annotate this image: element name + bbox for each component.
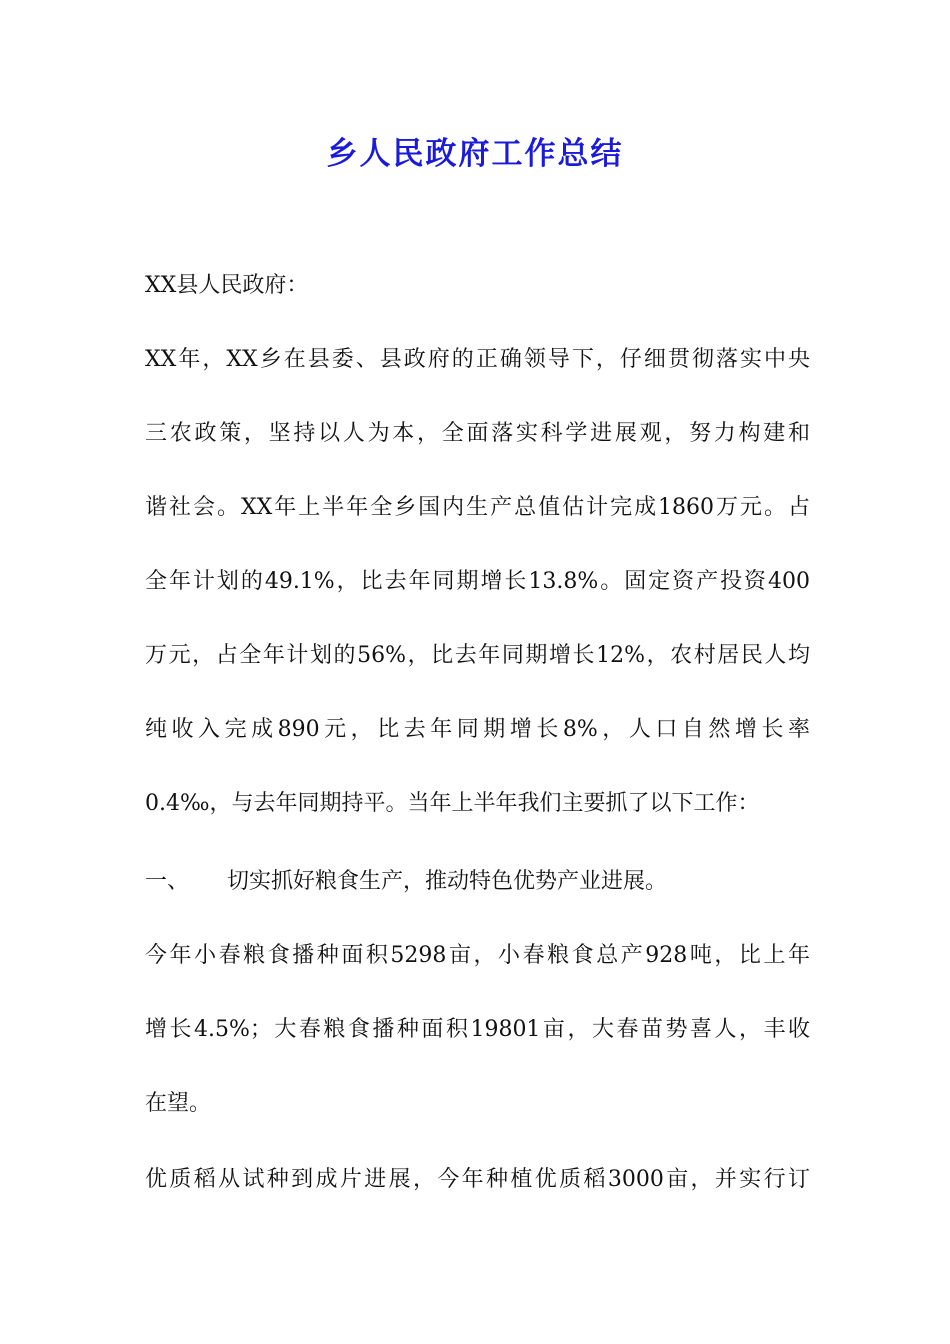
salutation: XX县人民政府： [145, 273, 309, 298]
section-number: 一、 [145, 869, 190, 894]
paragraph-line: 万元，占全年计划的56%，比去年同期增长12%，农村居民人均 [145, 643, 810, 668]
paragraph-line: 谐社会。XX年上半年全乡国内生产总值估计完成1860万元。占 [145, 495, 810, 520]
paragraph-line: 纯收入完成890元，比去年同期增长8%，人口自然增长率 [145, 717, 810, 742]
paragraph-line: 优质稻从试种到成片进展，今年种植优质稻3000亩，并实行订 [145, 1167, 810, 1192]
document-title: 乡人民政府工作总结 [326, 136, 624, 172]
paragraph-line: 全年计划的49.1%，比去年同期增长13.8%。固定资产投资400 [145, 569, 810, 594]
section-heading-text: 切实抓好粮食生产，推动特色优势产业进展。 [227, 869, 668, 894]
paragraph-line: 0.4‰，与去年同期持平。当年上半年我们主要抓了以下工作： [145, 791, 760, 816]
paragraph-line: 三农政策，坚持以人为本，全面落实科学进展观，努力构建和 [145, 421, 810, 446]
paragraph-line: XX年，XX乡在县委、县政府的正确领导下，仔细贯彻落实中央 [145, 347, 810, 372]
paragraph-line: 今年小春粮食播种面积5298亩，小春粮食总产928吨，比上年 [145, 943, 810, 968]
section-heading [145, 866, 810, 898]
paragraph-line: 增长4.5%；大春粮食播种面积19801亩，大春苗势喜人，丰收 [145, 1017, 810, 1042]
paragraph-line: 在望。 [145, 1091, 212, 1116]
